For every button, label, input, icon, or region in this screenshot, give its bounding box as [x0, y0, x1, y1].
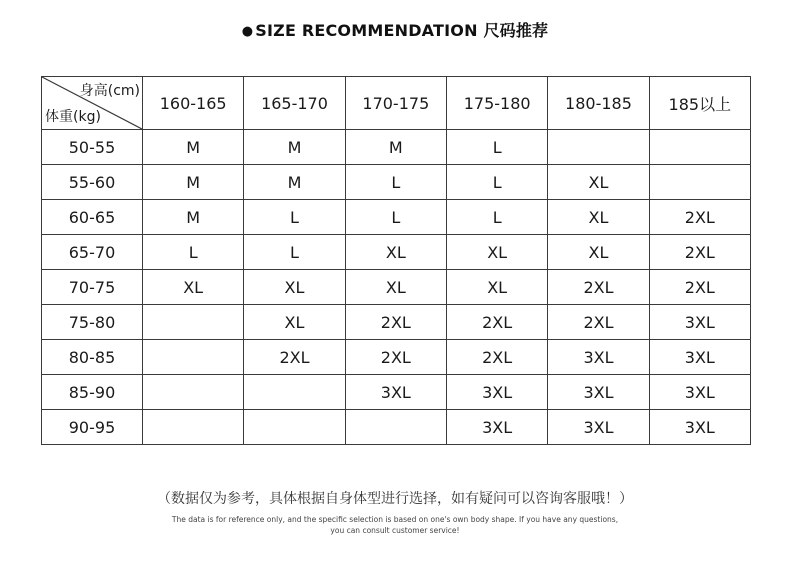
table-row [42, 305, 751, 340]
table-row [42, 200, 751, 235]
size-cell: XL [143, 270, 244, 305]
size-cell: L [446, 165, 547, 200]
size-cell: 2XL [244, 340, 345, 375]
table-row [42, 235, 751, 270]
size-cell: M [244, 165, 345, 200]
size-cell: M [143, 165, 244, 200]
title-bullet: ● [241, 24, 254, 39]
size-cell: XL [345, 270, 446, 305]
size-cell: M [345, 130, 446, 165]
title-text: SIZE RECOMMENDATION 尺码推荐 [255, 21, 549, 40]
size-cell: 3XL [649, 340, 750, 375]
size-cell: 3XL [345, 375, 446, 410]
size-cell: L [345, 165, 446, 200]
size-cell: L [446, 200, 547, 235]
weight-cell: 75-80 [42, 305, 143, 340]
size-cell: 3XL [548, 410, 649, 445]
weight-cell: 55-60 [42, 165, 143, 200]
height-header: 170-175 [345, 77, 446, 130]
size-cell: 2XL [345, 305, 446, 340]
height-header: 185以上 [649, 77, 750, 130]
size-cell: L [244, 200, 345, 235]
size-cell: 2XL [446, 340, 547, 375]
note-en-line-2: you can consult customer service! [330, 526, 460, 535]
size-cell: XL [446, 235, 547, 270]
note-en-line-1: The data is for reference only, and the specific selection is based on one's own body shape. If you have any questions, [171, 515, 619, 524]
size-cell: 3XL [649, 305, 750, 340]
size-cell: 3XL [548, 340, 649, 375]
size-cell: XL [345, 235, 446, 270]
height-header: 160-165 [143, 77, 244, 130]
weight-cell: 90-95 [42, 410, 143, 445]
weight-cell: 60-65 [42, 200, 143, 235]
size-cell: 2XL [345, 340, 446, 375]
table-header-row [42, 77, 751, 130]
table-row [42, 165, 751, 200]
size-cell: M [143, 130, 244, 165]
size-cell: 2XL [649, 200, 750, 235]
size-cell: L [345, 200, 446, 235]
size-cell: 3XL [446, 410, 547, 445]
size-cell [649, 165, 750, 200]
size-cell: 3XL [548, 375, 649, 410]
size-cell: XL [446, 270, 547, 305]
size-cell: XL [548, 235, 649, 270]
size-cell: 2XL [446, 305, 547, 340]
table-row [42, 130, 751, 165]
weight-cell: 85-90 [42, 375, 143, 410]
size-cell: L [143, 235, 244, 270]
weight-axis-label: 体重(kg) [45, 109, 101, 125]
height-axis-label: 身高(cm) [79, 83, 140, 99]
size-cell: 2XL [649, 235, 750, 270]
size-cell: 3XL [649, 375, 750, 410]
size-cell [143, 305, 244, 340]
height-header: 175-180 [446, 77, 547, 130]
size-cell: L [446, 130, 547, 165]
weight-cell: 80-85 [42, 340, 143, 375]
size-cell: L [244, 235, 345, 270]
size-cell: M [244, 130, 345, 165]
size-cell: XL [244, 270, 345, 305]
size-cell: 2XL [548, 305, 649, 340]
size-cell [244, 410, 345, 445]
size-cell: 2XL [548, 270, 649, 305]
page-title [0, 18, 790, 41]
corner-cell [42, 77, 143, 130]
size-cell: XL [548, 200, 649, 235]
size-cell: XL [548, 165, 649, 200]
size-cell [345, 410, 446, 445]
height-header: 165-170 [244, 77, 345, 130]
size-cell [143, 375, 244, 410]
size-chart-table [41, 76, 751, 445]
reference-note-english [0, 514, 790, 536]
size-cell [143, 340, 244, 375]
size-cell: 3XL [446, 375, 547, 410]
size-cell [244, 375, 345, 410]
size-cell [548, 130, 649, 165]
size-cell: 2XL [649, 270, 750, 305]
weight-cell: 70-75 [42, 270, 143, 305]
size-cell: M [143, 200, 244, 235]
table-row [42, 270, 751, 305]
size-cell [649, 130, 750, 165]
table-row [42, 340, 751, 375]
table-row [42, 375, 751, 410]
weight-cell: 50-55 [42, 130, 143, 165]
size-cell [143, 410, 244, 445]
size-cell: XL [244, 305, 345, 340]
height-header: 180-185 [548, 77, 649, 130]
table-row [42, 410, 751, 445]
reference-note: （数据仅为参考，具体根据自身体型进行选择，如有疑问可以咨询客服哦！） [157, 491, 633, 507]
weight-cell: 65-70 [42, 235, 143, 270]
size-cell: 3XL [649, 410, 750, 445]
